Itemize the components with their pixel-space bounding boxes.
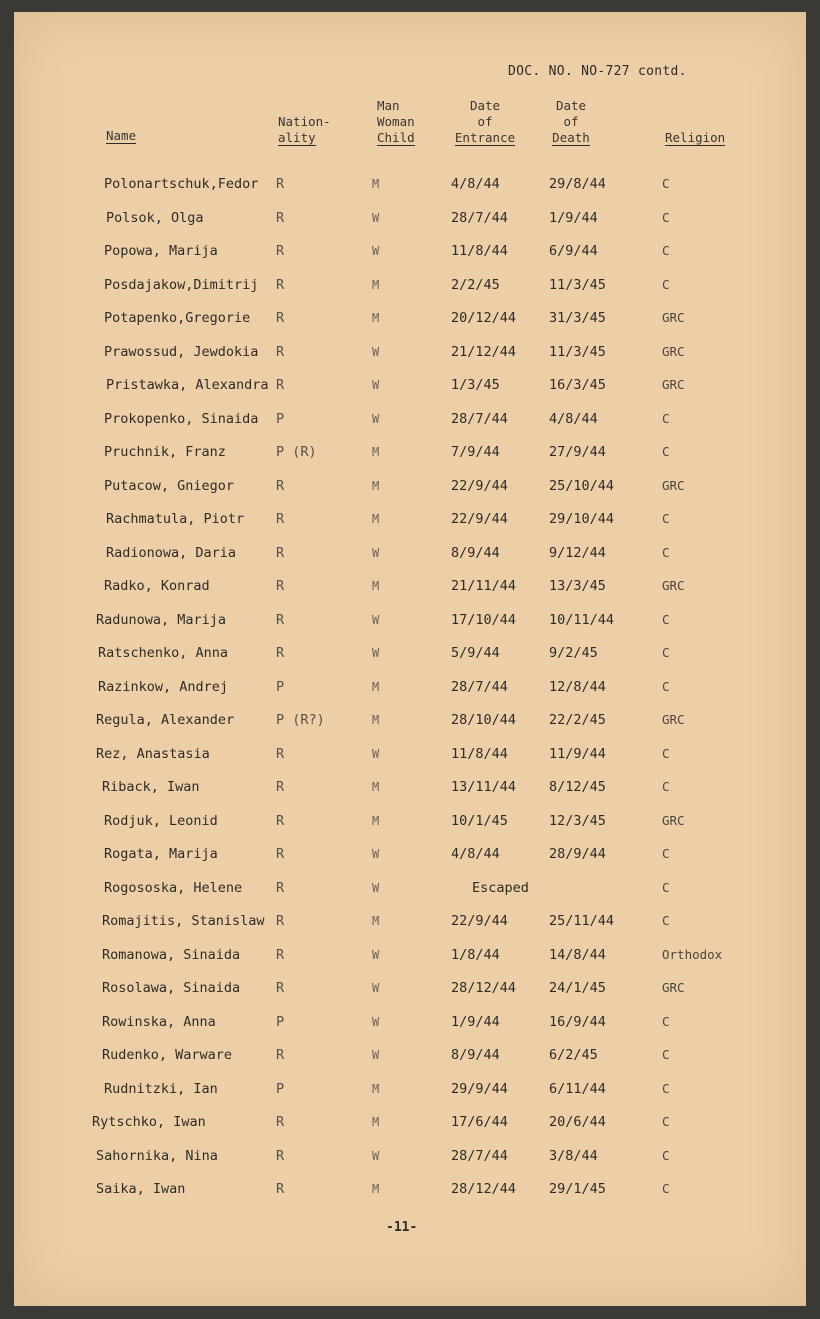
header-mwc-line3: Child (377, 130, 415, 145)
religion-cell: GRC (662, 477, 685, 493)
table-row (14, 474, 806, 498)
name-cell: Rodjuk, Leonid (104, 812, 218, 829)
nationality-cell: R (276, 879, 285, 896)
nationality-cell: R (276, 1114, 285, 1130)
religion-cell: GRC (662, 343, 685, 359)
death-date-cell: 9/2/45 (549, 645, 598, 661)
nationality-cell: R (276, 243, 285, 259)
entrance-date-cell: 28/7/44 (451, 410, 508, 427)
nationality-cell: R (276, 980, 285, 996)
entrance-date-cell: 1/3/45 (451, 377, 500, 393)
name-cell: Razinkow, Andrej (98, 678, 229, 695)
nationality-cell: R (276, 611, 285, 628)
death-date-cell: 25/11/44 (549, 913, 615, 929)
table-row (14, 1043, 806, 1067)
table-row (14, 708, 806, 732)
religion-cell: C (662, 176, 670, 191)
nationality-cell: R (276, 310, 285, 326)
name-cell: Pruchnik, Franz (104, 444, 226, 460)
table-row (14, 507, 806, 531)
man-woman-child-cell: M (372, 713, 380, 727)
man-woman-child-cell: M (372, 780, 380, 794)
header-nationality-line1: Nation- (278, 114, 331, 129)
name-cell: Romanowa, Sinaida (102, 946, 241, 963)
man-woman-child-cell: W (372, 1148, 380, 1163)
religion-cell: C (662, 511, 670, 526)
death-date-cell: 13/3/45 (549, 578, 606, 594)
religion-cell: GRC (662, 578, 685, 593)
man-woman-child-cell: M (372, 579, 380, 593)
religion-cell: C (662, 444, 670, 459)
death-date-cell: 29/1/45 (549, 1181, 606, 1197)
name-cell: Popowa, Marija (104, 243, 218, 259)
entrance-date-cell: 8/9/44 (451, 544, 500, 561)
death-date-cell: 25/10/44 (549, 477, 615, 494)
header-date-of-entrance (452, 98, 518, 146)
religion-cell: GRC (662, 377, 685, 392)
religion-cell: C (662, 678, 670, 694)
entrance-date-cell: 21/11/44 (451, 578, 517, 594)
religion-cell: C (662, 1080, 670, 1096)
man-woman-child-cell: W (372, 378, 380, 392)
table-row (14, 943, 806, 967)
man-woman-child-cell: W (372, 947, 380, 962)
death-date-cell: 11/3/45 (549, 276, 606, 293)
death-date-cell: 6/2/45 (549, 1047, 598, 1063)
header-mwc-line1: Man (377, 98, 400, 113)
death-date-cell: 6/9/44 (549, 243, 598, 259)
religion-cell: C (662, 1013, 670, 1029)
religion-cell: C (662, 410, 670, 426)
table-row (14, 172, 806, 196)
document-page (14, 12, 806, 1306)
religion-cell: GRC (662, 310, 685, 325)
table-row (14, 675, 806, 699)
entrance-date-cell: 1/8/44 (451, 946, 500, 963)
table-row (14, 608, 806, 632)
death-date-cell: 16/3/45 (549, 377, 606, 393)
religion-cell: C (662, 243, 670, 258)
header-date-of-death (549, 98, 593, 146)
entrance-date-cell: 22/9/44 (451, 511, 508, 527)
entrance-date-cell: 17/10/44 (451, 611, 517, 628)
man-woman-child-cell: M (372, 679, 380, 694)
nationality-cell: R (276, 343, 285, 360)
death-date-cell: 3/8/44 (549, 1147, 598, 1164)
table-row (14, 1177, 806, 1201)
religion-cell: C (662, 645, 670, 660)
death-date-cell: 24/1/45 (549, 980, 606, 996)
document-number: DOC. NO. NO-727 contd. (508, 64, 687, 79)
man-woman-child-cell: W (372, 1048, 380, 1062)
death-date-cell: 29/10/44 (549, 511, 615, 527)
name-cell: Potapenko,Gregorie (104, 310, 251, 326)
nationality-cell: R (276, 477, 285, 494)
man-woman-child-cell: W (372, 344, 380, 359)
header-death-line1: Date (555, 98, 587, 113)
table-row (14, 641, 806, 665)
nationality-cell: R (276, 645, 285, 661)
man-woman-child-cell: W (372, 746, 380, 761)
name-cell: Posdajakow,Dimitrij (104, 276, 259, 293)
page-number: -11- (386, 1220, 418, 1235)
man-woman-child-cell: M (372, 277, 380, 292)
religion-cell: GRC (662, 712, 685, 727)
entrance-date-cell: 28/7/44 (451, 1147, 508, 1164)
name-cell: Riback, Iwan (102, 779, 200, 795)
man-woman-child-cell: W (372, 646, 380, 660)
religion-cell: C (662, 1181, 670, 1196)
entrance-date-cell: 29/9/44 (451, 1080, 508, 1097)
death-date-cell: 4/8/44 (549, 410, 598, 427)
death-date-cell: 8/12/45 (549, 779, 606, 795)
header-religion (665, 130, 725, 146)
entrance-date-cell: 11/8/44 (451, 745, 508, 762)
nationality-cell: P (R?) (276, 712, 325, 728)
table-row (14, 976, 806, 1000)
man-woman-child-cell: W (372, 880, 380, 895)
table-row (14, 373, 806, 397)
table-row (14, 407, 806, 431)
man-woman-child-cell: W (372, 545, 380, 560)
entrance-date-cell: Escaped (472, 879, 529, 896)
religion-cell: C (662, 611, 670, 627)
name-cell: Putacow, Gniegor (104, 477, 235, 494)
table-row (14, 1144, 806, 1168)
man-woman-child-cell: W (372, 847, 380, 861)
nationality-cell: P (276, 678, 285, 695)
religion-cell: C (662, 1114, 670, 1129)
death-date-cell: 12/8/44 (549, 678, 606, 695)
man-woman-child-cell: M (372, 445, 380, 459)
header-name (106, 128, 136, 144)
nationality-cell: R (276, 812, 285, 829)
table-row (14, 742, 806, 766)
man-woman-child-cell: W (372, 1014, 380, 1029)
death-date-cell: 31/3/45 (549, 310, 606, 326)
death-date-cell: 16/9/44 (549, 1013, 606, 1030)
nationality-cell: R (276, 846, 285, 862)
table-row (14, 842, 806, 866)
entrance-date-cell: 11/8/44 (451, 243, 508, 259)
name-cell: Rogata, Marija (104, 846, 218, 862)
religion-cell: C (662, 745, 670, 761)
death-date-cell: 6/11/44 (549, 1080, 606, 1097)
man-woman-child-cell: M (372, 914, 380, 928)
table-row (14, 340, 806, 364)
table-row (14, 1077, 806, 1101)
death-date-cell: 9/12/44 (549, 544, 606, 561)
death-date-cell: 27/9/44 (549, 444, 606, 460)
header-entrance-line2: of (477, 114, 493, 129)
entrance-date-cell: 28/12/44 (451, 1181, 517, 1197)
entrance-date-cell: 28/7/44 (451, 678, 508, 695)
header-entrance-line3: Entrance (454, 130, 516, 145)
table-row (14, 574, 806, 598)
name-cell: Rogososka, Helene (104, 879, 243, 896)
man-woman-child-cell: M (372, 1182, 380, 1196)
nationality-cell: R (276, 209, 285, 226)
religion-cell: C (662, 1147, 670, 1163)
nationality-cell: R (276, 745, 285, 762)
entrance-date-cell: 22/9/44 (451, 477, 508, 494)
religion-cell: C (662, 1047, 670, 1062)
entrance-date-cell: 7/9/44 (451, 444, 500, 460)
table-row (14, 273, 806, 297)
nationality-cell: R (276, 578, 285, 594)
entrance-date-cell: 2/2/45 (451, 276, 500, 293)
nationality-cell: R (276, 913, 285, 929)
nationality-cell: R (276, 779, 285, 795)
death-date-cell: 14/8/44 (549, 946, 606, 963)
man-woman-child-cell: W (372, 981, 380, 995)
man-woman-child-cell: W (372, 210, 380, 225)
name-cell: Radionowa, Daria (106, 544, 237, 561)
header-man-woman-child (377, 98, 415, 146)
header-nationality (278, 114, 331, 146)
death-date-cell: 10/11/44 (549, 611, 615, 628)
death-date-cell: 29/8/44 (549, 176, 606, 192)
name-cell: Prawossud, Jewdokia (104, 343, 259, 360)
entrance-date-cell: 4/8/44 (451, 176, 500, 192)
death-date-cell: 1/9/44 (549, 209, 598, 226)
nationality-cell: R (276, 1047, 285, 1063)
death-date-cell: 11/9/44 (549, 745, 606, 762)
table-row (14, 239, 806, 263)
man-woman-child-cell: W (372, 411, 380, 426)
religion-cell: GRC (662, 980, 685, 995)
man-woman-child-cell: M (372, 512, 380, 526)
table-row (14, 1010, 806, 1034)
name-cell: Rudnitzki, Ian (104, 1080, 218, 1097)
table-row (14, 440, 806, 464)
man-woman-child-cell: M (372, 1115, 380, 1129)
header-religion-label: Religion (665, 130, 726, 145)
name-cell: Polsok, Olga (106, 209, 204, 226)
nationality-cell: P (276, 1080, 285, 1097)
entrance-date-cell: 21/12/44 (451, 343, 517, 360)
entrance-date-cell: 4/8/44 (451, 846, 500, 862)
name-cell: Rachmatula, Piotr (106, 511, 245, 527)
man-woman-child-cell: W (372, 612, 380, 627)
entrance-date-cell: 17/6/44 (451, 1114, 508, 1130)
nationality-cell: R (276, 511, 285, 527)
religion-cell: C (662, 209, 670, 225)
table-row (14, 809, 806, 833)
table-row (14, 876, 806, 900)
entrance-date-cell: 5/9/44 (451, 645, 500, 661)
nationality-cell: P (276, 1013, 285, 1030)
nationality-cell: R (276, 1181, 285, 1197)
entrance-date-cell: 20/12/44 (451, 310, 517, 326)
religion-cell: C (662, 276, 670, 292)
religion-cell: C (662, 779, 670, 794)
name-cell: Romajitis, Stanislaw (102, 913, 265, 929)
name-cell: Radunowa, Marija (96, 611, 227, 628)
nationality-cell: R (276, 544, 285, 561)
name-cell: Ratschenko, Anna (98, 645, 229, 661)
name-cell: Sahornika, Nina (96, 1147, 218, 1164)
religion-cell: C (662, 846, 670, 861)
name-cell: Regula, Alexander (96, 712, 235, 728)
nationality-cell: R (276, 276, 285, 293)
table-row (14, 909, 806, 933)
header-nationality-line2: ality (278, 130, 316, 145)
entrance-date-cell: 28/12/44 (451, 980, 517, 996)
nationality-cell: P (276, 410, 285, 427)
name-cell: Polonartschuk,Fedor (104, 176, 259, 192)
table-row (14, 1110, 806, 1134)
name-cell: Rez, Anastasia (96, 745, 210, 762)
table-row (14, 306, 806, 330)
name-cell: Saika, Iwan (96, 1181, 186, 1197)
nationality-cell: R (276, 377, 285, 393)
man-woman-child-cell: W (372, 244, 380, 258)
table-row (14, 775, 806, 799)
religion-cell: Orthodox (662, 946, 723, 962)
entrance-date-cell: 28/7/44 (451, 209, 508, 226)
entrance-date-cell: 28/10/44 (451, 712, 517, 728)
name-cell: Pristawka, Alexandra (106, 377, 269, 393)
man-woman-child-cell: M (372, 311, 380, 325)
man-woman-child-cell: M (372, 177, 380, 191)
entrance-date-cell: 13/11/44 (451, 779, 517, 795)
death-date-cell: 20/6/44 (549, 1114, 606, 1130)
header-death-line3: Death (552, 130, 590, 145)
name-cell: Rowinska, Anna (102, 1013, 216, 1030)
religion-cell: C (662, 879, 670, 895)
entrance-date-cell: 22/9/44 (451, 913, 508, 929)
man-woman-child-cell: M (372, 1081, 380, 1096)
nationality-cell: R (276, 946, 285, 963)
name-cell: Rudenko, Warware (102, 1047, 233, 1063)
nationality-cell: R (276, 176, 285, 192)
nationality-cell: R (276, 1147, 285, 1164)
header-name-label: Name (106, 128, 137, 143)
man-woman-child-cell: M (372, 478, 380, 493)
entrance-date-cell: 8/9/44 (451, 1047, 500, 1063)
religion-cell: C (662, 544, 670, 560)
death-date-cell: 11/3/45 (549, 343, 606, 360)
header-death-line2: of (563, 114, 579, 129)
religion-cell: GRC (662, 812, 685, 828)
man-woman-child-cell: M (372, 813, 380, 828)
table-row (14, 206, 806, 230)
name-cell: Rytschko, Iwan (92, 1114, 206, 1130)
name-cell: Rosolawa, Sinaida (102, 980, 241, 996)
death-date-cell: 12/3/45 (549, 812, 606, 829)
nationality-cell: P (R) (276, 444, 317, 460)
table-row (14, 541, 806, 565)
death-date-cell: 28/9/44 (549, 846, 606, 862)
entrance-date-cell: 1/9/44 (451, 1013, 500, 1030)
death-date-cell: 22/2/45 (549, 712, 606, 728)
name-cell: Prokopenko, Sinaida (104, 410, 259, 427)
religion-cell: C (662, 913, 670, 928)
name-cell: Radko, Konrad (104, 578, 210, 594)
header-entrance-line1: Date (469, 98, 501, 113)
header-mwc-line2: Woman (377, 114, 415, 129)
entrance-date-cell: 10/1/45 (451, 812, 508, 829)
